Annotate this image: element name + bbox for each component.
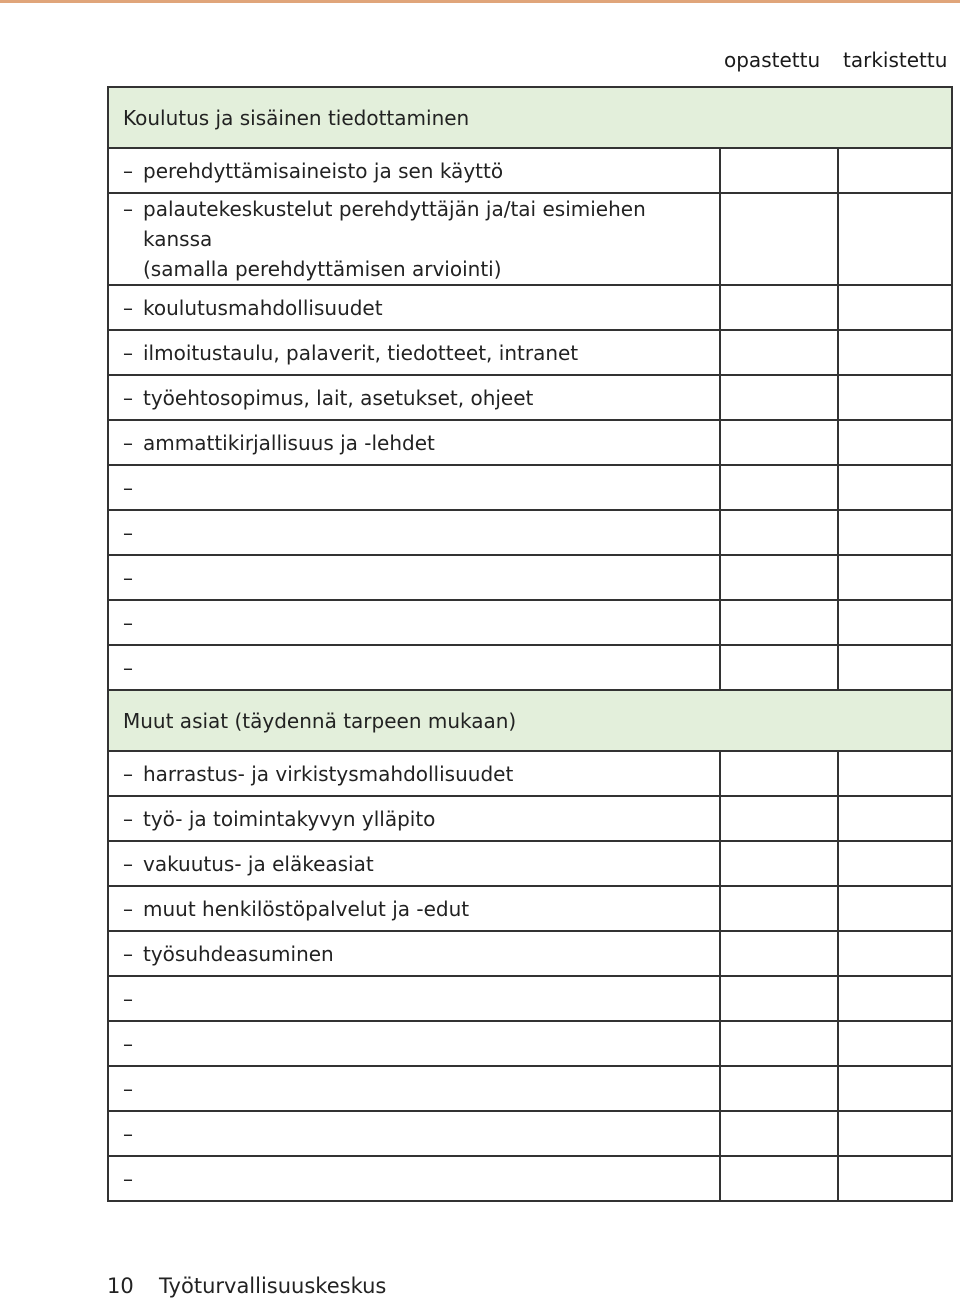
item-cell: [108, 886, 720, 931]
dash-bullet: –: [123, 1166, 133, 1191]
tarkistettu-checkbox-cell[interactable]: [838, 555, 952, 600]
dash-bullet: –: [123, 896, 133, 921]
tarkistettu-checkbox-cell[interactable]: [838, 510, 952, 555]
checklist-row: [108, 375, 952, 420]
dash-bullet: –: [123, 430, 133, 455]
top-rule: [0, 0, 960, 3]
item-label: (samalla perehdyttämisen arviointi): [143, 257, 502, 281]
opastettu-checkbox-cell[interactable]: [720, 193, 838, 285]
item-cell: [108, 1156, 720, 1201]
opastettu-checkbox-cell[interactable]: [720, 886, 838, 931]
section-header-row: [108, 690, 952, 751]
dash-bullet: –: [123, 1031, 133, 1056]
item-cell: [108, 510, 720, 555]
dash-bullet: –: [123, 385, 133, 410]
opastettu-checkbox-cell[interactable]: [720, 796, 838, 841]
item-cell: [108, 751, 720, 796]
item-label: koulutusmahdollisuudet: [143, 295, 383, 320]
dash-bullet: –: [123, 1121, 133, 1146]
tarkistettu-checkbox-cell[interactable]: [838, 796, 952, 841]
section-header-row: [108, 87, 952, 148]
dash-bullet: –: [123, 340, 133, 365]
dash-bullet: –: [123, 655, 133, 680]
item-cell: [108, 1066, 720, 1111]
tarkistettu-checkbox-cell[interactable]: [838, 330, 952, 375]
opastettu-checkbox-cell[interactable]: [720, 1066, 838, 1111]
item-cell: [108, 1021, 720, 1066]
page-number: 10: [107, 1274, 134, 1298]
item-label: perehdyttämisaineisto ja sen käyttö: [143, 158, 504, 183]
checklist-row: [108, 976, 952, 1021]
dash-bullet: –: [123, 941, 133, 966]
tarkistettu-checkbox-cell[interactable]: [838, 1021, 952, 1066]
checklist-row: [108, 796, 952, 841]
opastettu-checkbox-cell[interactable]: [720, 510, 838, 555]
tarkistettu-checkbox-cell[interactable]: [838, 1111, 952, 1156]
tarkistettu-checkbox-cell[interactable]: [838, 1066, 952, 1111]
item-cell: [108, 330, 720, 375]
item-label: harrastus- ja virkistysmahdollisuudet: [143, 761, 514, 786]
checklist-row: [108, 645, 952, 690]
opastettu-checkbox-cell[interactable]: [720, 555, 838, 600]
dash-bullet: –: [123, 197, 133, 221]
item-cell: [108, 148, 720, 193]
item-cell: [108, 796, 720, 841]
tarkistettu-checkbox-cell[interactable]: [838, 148, 952, 193]
checklist-row: [108, 420, 952, 465]
tarkistettu-checkbox-cell[interactable]: [838, 751, 952, 796]
checklist-row: [108, 193, 952, 285]
opastettu-checkbox-cell[interactable]: [720, 1111, 838, 1156]
checklist-table: [107, 86, 953, 1202]
dash-bullet: –: [123, 806, 133, 831]
dash-bullet: –: [123, 986, 133, 1011]
checklist-row: [108, 841, 952, 886]
checklist-row: [108, 1156, 952, 1201]
tarkistettu-checkbox-cell[interactable]: [838, 1156, 952, 1201]
dash-bullet: –: [123, 851, 133, 876]
column-header-opastettu: opastettu: [724, 48, 821, 72]
item-label: vakuutus- ja eläkeasiat: [143, 851, 374, 876]
item-label: ammattikirjallisuus ja -lehdet: [143, 430, 435, 455]
checklist-row: [108, 330, 952, 375]
opastettu-checkbox-cell[interactable]: [720, 1021, 838, 1066]
item-cell: [108, 645, 720, 690]
dash-bullet: –: [123, 610, 133, 635]
item-cell: [108, 193, 720, 285]
dash-bullet: –: [123, 520, 133, 545]
checklist-row: [108, 931, 952, 976]
tarkistettu-checkbox-cell[interactable]: [838, 976, 952, 1021]
opastettu-checkbox-cell[interactable]: [720, 148, 838, 193]
opastettu-checkbox-cell[interactable]: [720, 841, 838, 886]
opastettu-checkbox-cell[interactable]: [720, 465, 838, 510]
dash-bullet: –: [123, 761, 133, 786]
checklist-row: [108, 285, 952, 330]
checklist-row: [108, 510, 952, 555]
opastettu-checkbox-cell[interactable]: [720, 976, 838, 1021]
checklist-row: [108, 148, 952, 193]
tarkistettu-checkbox-cell[interactable]: [838, 193, 952, 285]
opastettu-checkbox-cell[interactable]: [720, 420, 838, 465]
checklist-row: [108, 751, 952, 796]
item-cell: [108, 976, 720, 1021]
dash-bullet: –: [123, 1076, 133, 1101]
checklist-row: [108, 1111, 952, 1156]
item-label: työ- ja toimintakyvyn ylläpito: [143, 806, 436, 831]
opastettu-checkbox-cell[interactable]: [720, 285, 838, 330]
item-cell: [108, 1111, 720, 1156]
opastettu-checkbox-cell[interactable]: [720, 1156, 838, 1201]
dash-bullet: –: [123, 158, 133, 183]
tarkistettu-checkbox-cell[interactable]: [838, 285, 952, 330]
opastettu-checkbox-cell[interactable]: [720, 600, 838, 645]
column-header-tarkistettu: tarkistettu: [843, 48, 948, 72]
checklist-row: [108, 1021, 952, 1066]
tarkistettu-checkbox-cell[interactable]: [838, 931, 952, 976]
tarkistettu-checkbox-cell[interactable]: [838, 375, 952, 420]
item-label: ilmoitustaulu, palaverit, tiedotteet, intranet: [143, 340, 579, 365]
item-cell: [108, 465, 720, 510]
item-cell: [108, 555, 720, 600]
checklist-row: [108, 1066, 952, 1111]
opastettu-checkbox-cell[interactable]: [720, 330, 838, 375]
item-label: palautekeskustelut perehdyttäjän ja/tai esimiehen kanssa: [143, 197, 646, 251]
item-cell: [108, 375, 720, 420]
tarkistettu-checkbox-cell[interactable]: [838, 645, 952, 690]
tarkistettu-checkbox-cell[interactable]: [838, 420, 952, 465]
tarkistettu-checkbox-cell[interactable]: [838, 841, 952, 886]
checklist-row: [108, 465, 952, 510]
section-title: Muut asiat (täydennä tarpeen mukaan): [108, 690, 952, 751]
item-cell: [108, 841, 720, 886]
checklist-row: [108, 886, 952, 931]
tarkistettu-checkbox-cell[interactable]: [838, 600, 952, 645]
dash-bullet: –: [123, 475, 133, 500]
item-label: työehtosopimus, lait, asetukset, ohjeet: [143, 385, 534, 410]
item-cell: [108, 420, 720, 465]
dash-bullet: –: [123, 565, 133, 590]
tarkistettu-checkbox-cell[interactable]: [838, 465, 952, 510]
opastettu-checkbox-cell[interactable]: [720, 931, 838, 976]
page-footer: [107, 1274, 386, 1298]
opastettu-checkbox-cell[interactable]: [720, 751, 838, 796]
publisher-name: Työturvallisuuskeskus: [159, 1274, 387, 1298]
item-cell: [108, 931, 720, 976]
checklist-row: [108, 600, 952, 645]
item-cell: [108, 285, 720, 330]
item-cell: [108, 600, 720, 645]
opastettu-checkbox-cell[interactable]: [720, 645, 838, 690]
item-label: työsuhdeasuminen: [143, 941, 334, 966]
section-title: Koulutus ja sisäinen tiedottaminen: [108, 87, 952, 148]
checklist-row: [108, 555, 952, 600]
item-label: muut henkilöstöpalvelut ja -edut: [143, 896, 470, 921]
opastettu-checkbox-cell[interactable]: [720, 375, 838, 420]
tarkistettu-checkbox-cell[interactable]: [838, 886, 952, 931]
dash-bullet: –: [123, 295, 133, 320]
